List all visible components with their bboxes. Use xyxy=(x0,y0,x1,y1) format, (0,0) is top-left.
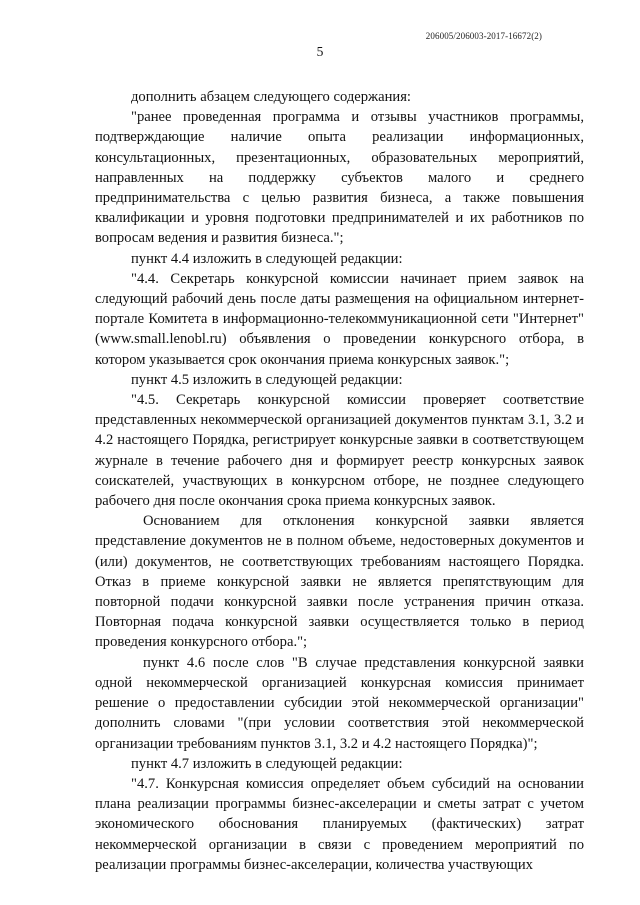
paragraph: пункт 4.7 изложить в следующей редакции: xyxy=(131,755,403,772)
document-id: 206005/206003-2017-16672(2) xyxy=(425,31,542,41)
paragraph: "4.5. Секретарь конкурсной комиссии проверяет соответствие представленных некоммерческой организацией документов пунктам 3.1, 3.2 и 4.2 настоящего Порядка, регистрирует конкурсные заявки в соответствующем журнале в течение рабочего дня и формирует реестр конкурсных заявок соискателей, участвующих в конкурсном отборе, не позднее следующего рабочего дня после окончания срока приема конкурсных заявок. xyxy=(95,392,584,510)
paragraph: "4.7. Конкурсная комиссия определяет объем субсидий на основании плана реализации программы бизнес-акселерации и сметы затрат с учетом экономического обоснования планируемых (фактических) затрат некоммерческой организации в связи с проведением мероприятий по реализации программы бизнес-акселерации, количества участвующих xyxy=(95,775,584,873)
paragraph: Основанием для отклонения конкурсной заявки является представление документов не в полном объеме, недостоверных документов и (или) документов, не соответствующих требованиям настоящего Порядка. Отказ в приеме конкурсной заявки не является препятствующим для повторной подачи конкурсной заявки после устранения причин отказа. Повторная подача конкурсной заявки осуществляется только в период проведения конкурсного отбора."; xyxy=(95,513,584,651)
paragraph: пункт 4.6 после слов "В случае представления конкурсной заявки одной некоммерческой организацией конкурсная комиссия принимает решение о предоставлении субсидии этой некоммерческой организации" дополнить словами "(при условии соответствия этой некоммерческой организации требованиям пунктов 3.1, 3.2 и 4.2 настоящего Порядка)"; xyxy=(95,654,584,752)
paragraph: дополнить абзацем следующего содержания: xyxy=(131,89,411,105)
page-number: 5 xyxy=(316,44,324,59)
paragraph: пункт 4.4 изложить в следующей редакции: xyxy=(131,250,403,267)
paragraph: "4.4. Секретарь конкурсной комиссии начинает прием заявок на следующий рабочий день после даты размещения на официальном интернет-портале Комитета в информационно-телекоммуникационной сети "Интернет" (www.small.lenobl.ru) объявления о проведении конкурсного отбора, в котором указывается срок окончания приема конкурсных заявок."; xyxy=(95,270,584,368)
document-body xyxy=(95,87,584,875)
paragraph: пункт 4.5 изложить в следующей редакции: xyxy=(131,371,403,388)
paragraph: "ранее проведенная программа и отзывы участников программы, подтверждающие наличие опыта реализации информационных, консультационных, презентационных, образовательных мероприятий, направленных на поддержку субъектов малого и среднего предпринимательства с целью развития бизнеса, а также повышения квалификации и уровня подготовки предпринимателей и их работников по вопросам ведения и развития бизнеса."; xyxy=(95,109,584,247)
